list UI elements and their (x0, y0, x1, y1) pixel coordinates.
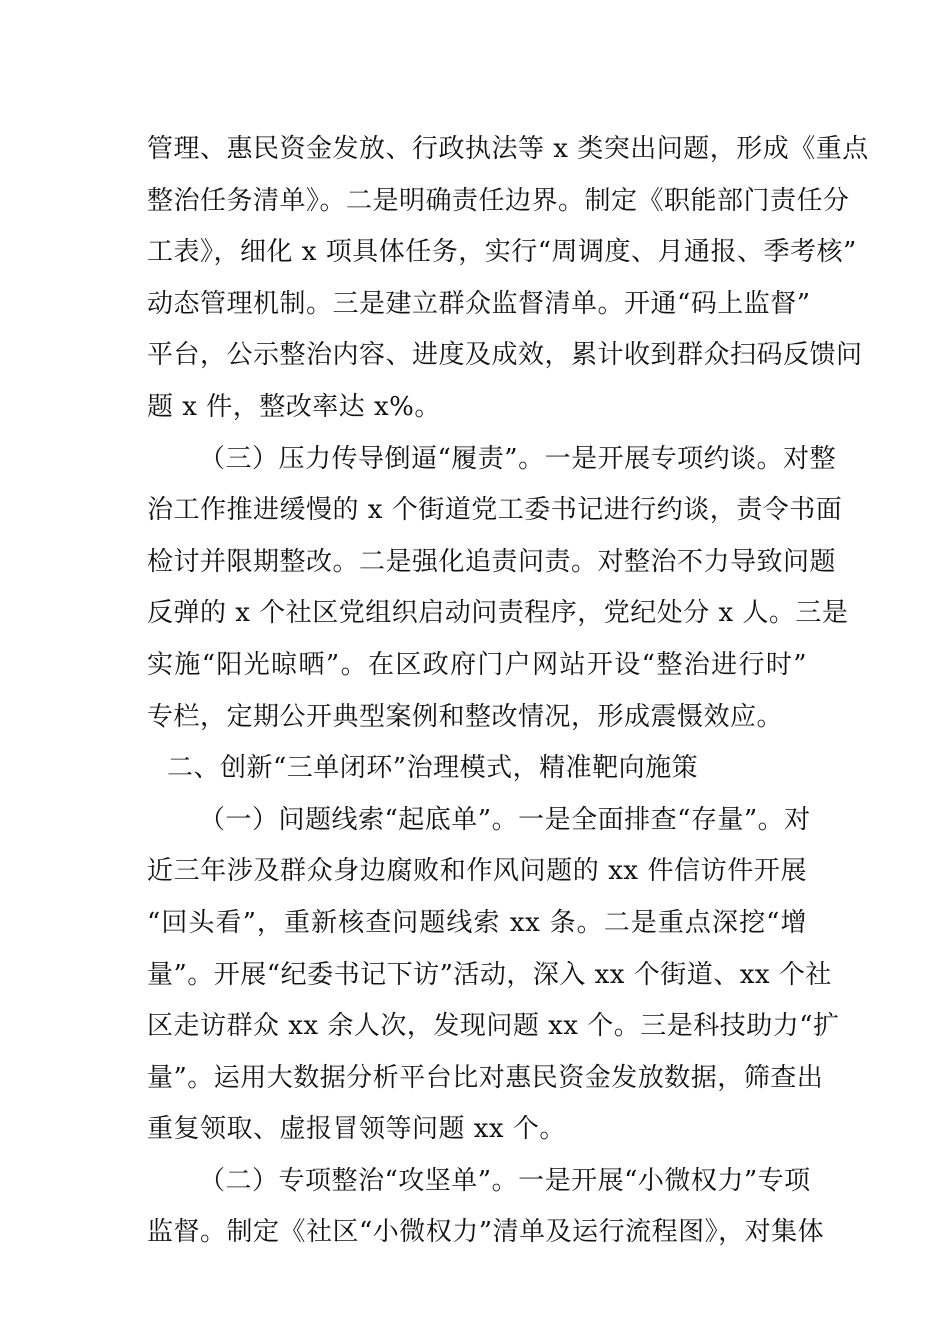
body-line: 题 x 件，整改率达 x%。 (147, 391, 441, 422)
body-line: 实施“阳光晾晒”。在区政府门户网站开设“整治进行时” (147, 649, 807, 680)
body-line: 专栏，定期公开典型案例和整改情况，形成震慑效应。 (147, 701, 784, 732)
body-line: （一）问题线索“起底单”。一是全面排查“存量”。对 (199, 804, 811, 835)
body-line: 区走访群众 xx 余人次，发现问题 xx 个。三是科技助力“扩 (147, 1011, 840, 1042)
body-line: 工表》，细化 x 项具体任务，实行“周调度、月通报、季考核” (147, 237, 857, 268)
document-body (147, 124, 869, 1259)
body-line: （三）压力传导倒逼“履责”。一是开展专项约谈。对整 (199, 443, 837, 474)
body-line: 平台，公示整治内容、进度及成效，累计收到群众扫码反馈问 (147, 340, 863, 371)
body-line: 管理、惠民资金发放、行政执法等 x 类突出问题，形成《重点 (147, 134, 869, 164)
body-line: 治工作推进缓慢的 x 个街道党工委书记进行约谈，责令书面 (147, 495, 843, 526)
body-line: 动态管理机制。三是建立群众监督清单。开通“码上监督” (147, 288, 811, 319)
body-line: 监督。制定《社区“小微权力”清单及运行流程图》，对集体 (147, 1217, 825, 1248)
section-heading: 二、创新“三单闭环”治理模式，精准靶向施策 (167, 753, 699, 784)
body-line: 整治任务清单》。二是明确责任边界。制定《职能部门责任分 (147, 185, 850, 216)
body-line: （二）专项整治“攻坚单”。一是开展“小微权力”专项 (199, 1165, 811, 1196)
body-line: “回头看”，重新核查问题线索 xx 条。二是重点深挖“增 (147, 907, 807, 938)
body-line: 近三年涉及群众身边腐败和作风问题的 xx 件信访件开展 (147, 856, 807, 887)
body-line: 重复领取、虚报冒领等问题 xx 个。 (147, 1114, 566, 1145)
body-line: 反弹的 x 个社区党组织启动问责程序，党纪处分 x 人。三是 (147, 598, 849, 629)
body-line: 量”。开展“纪委书记下访”活动，深入 xx 个街道、xx 个社 (147, 959, 832, 990)
body-line: 量”。运用大数据分析平台比对惠民资金发放数据，筛查出 (147, 1062, 824, 1093)
body-line: 检讨并限期整改。二是强化追责问责。对整治不力导致问题 (147, 546, 837, 577)
